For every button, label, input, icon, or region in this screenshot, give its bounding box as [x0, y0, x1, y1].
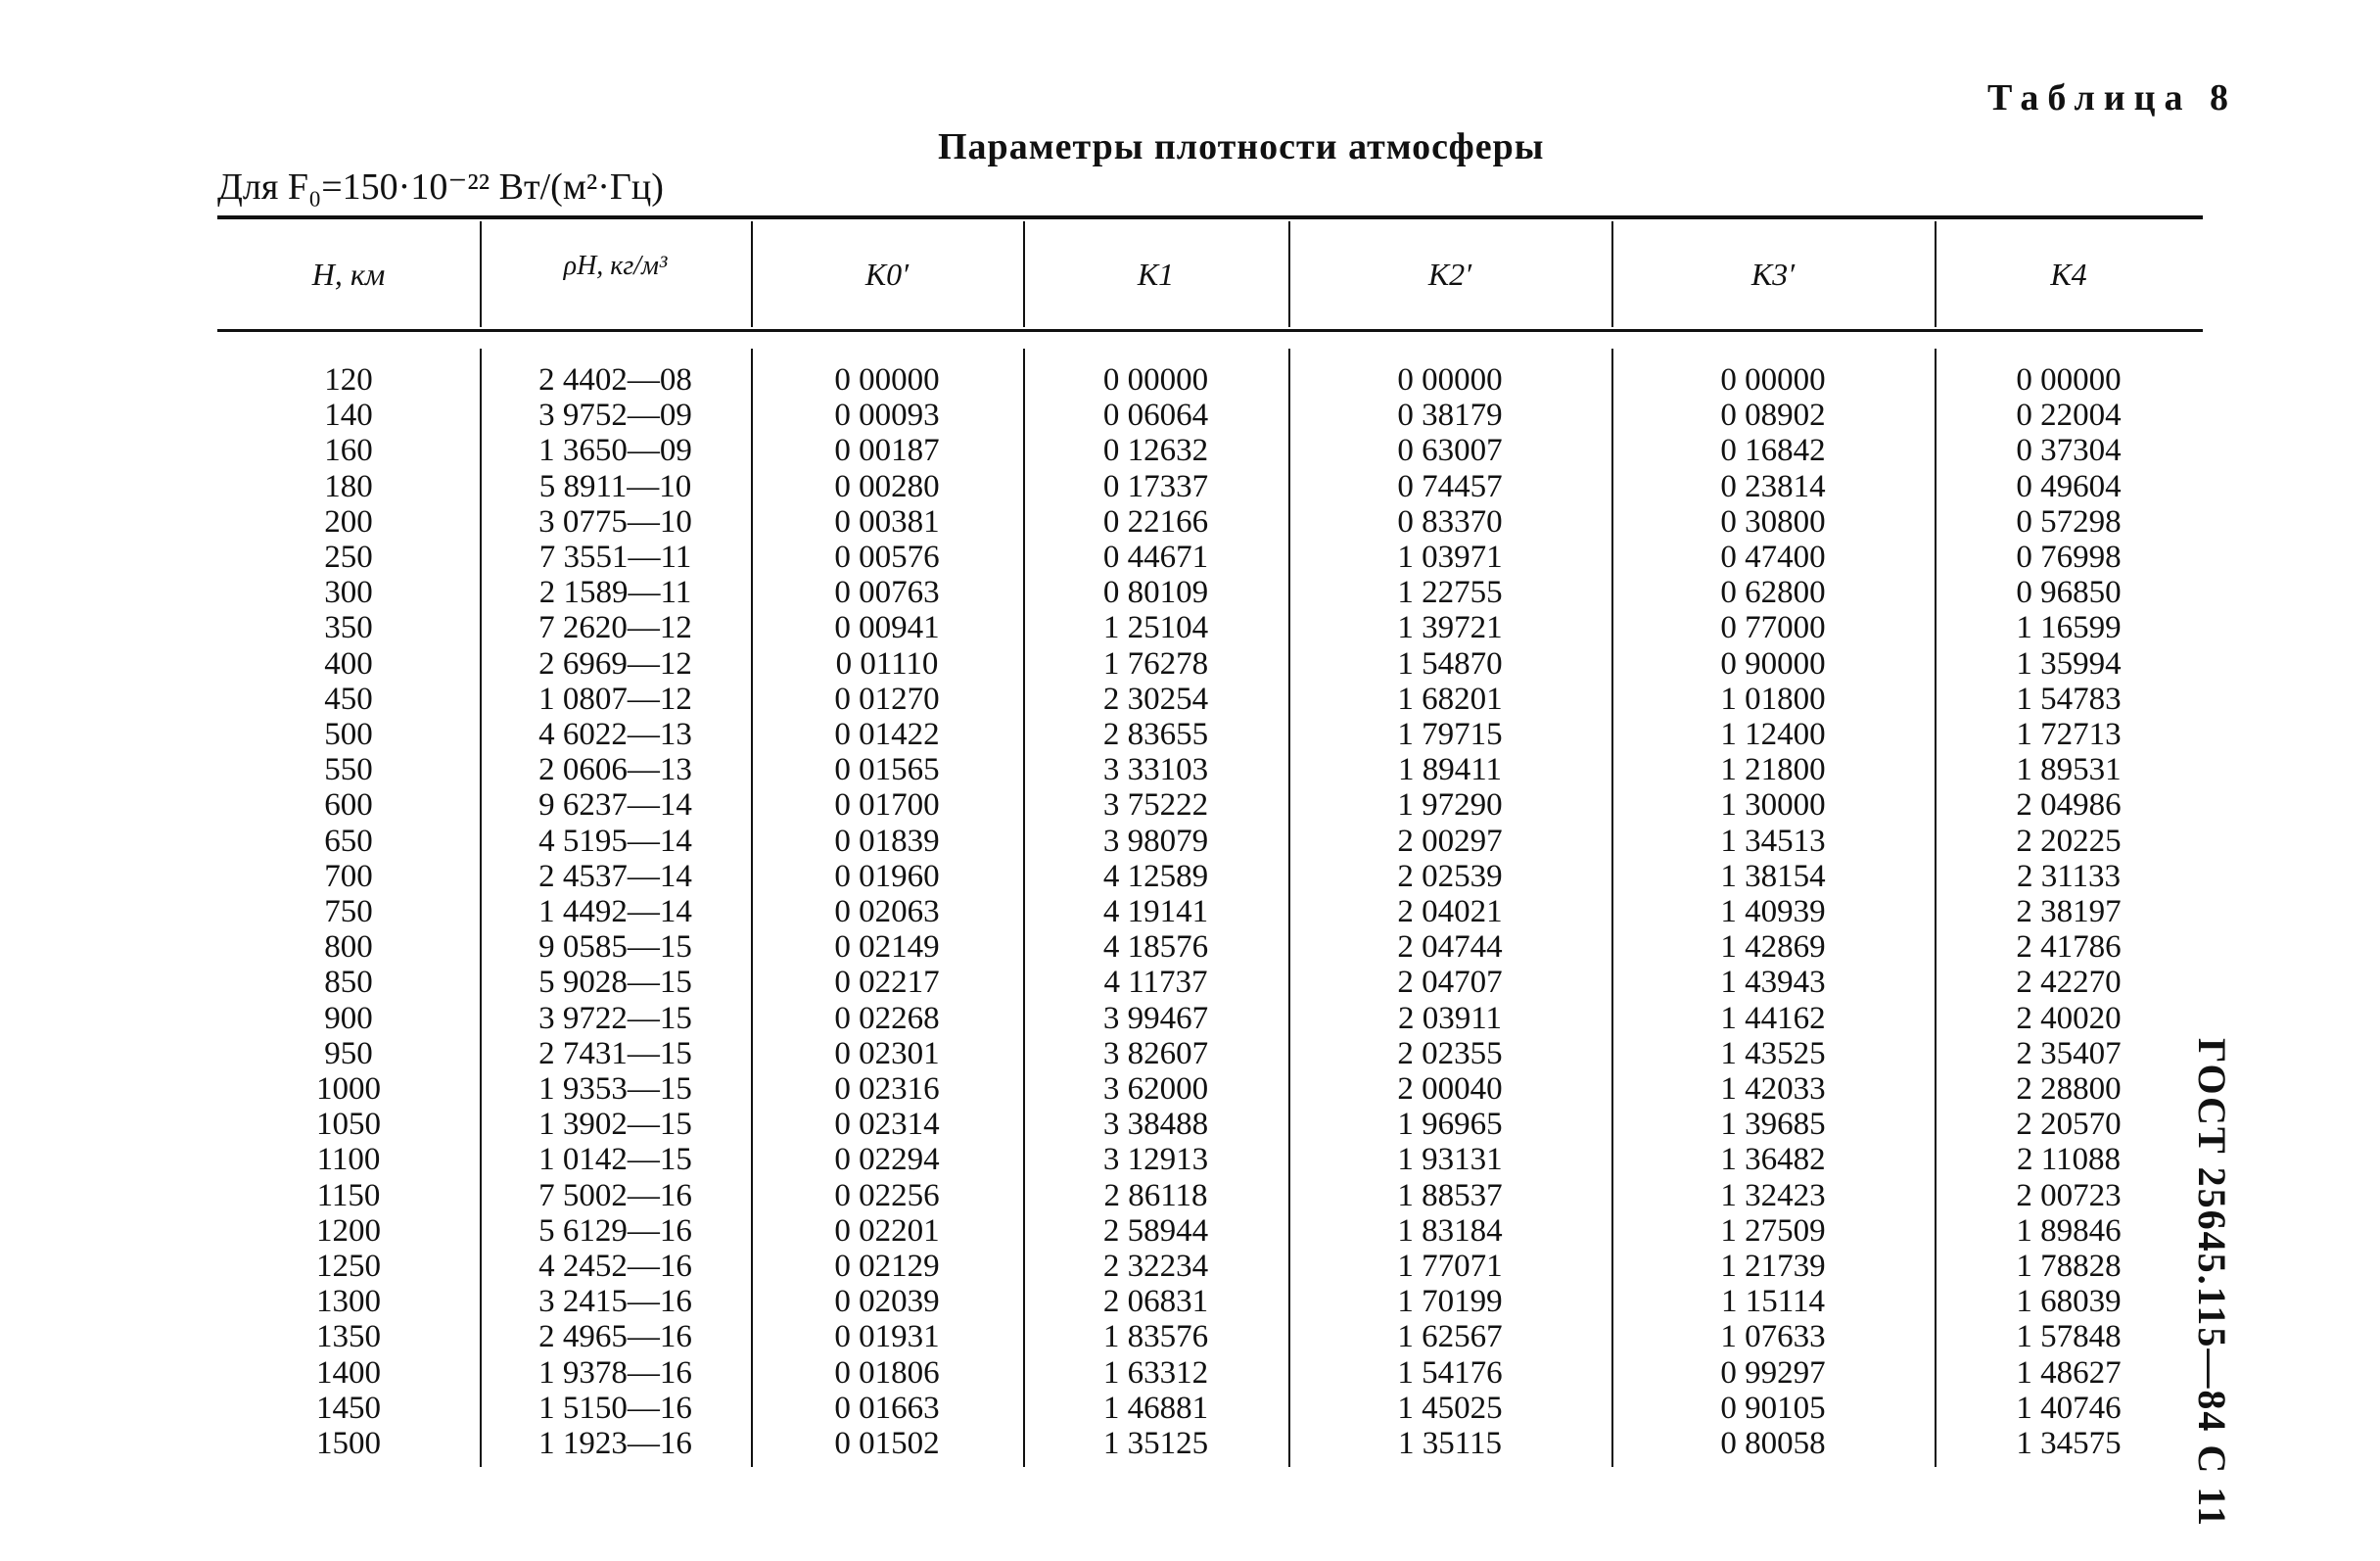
table-cell: 0 02129 — [834, 1249, 940, 1285]
table-cell: 0 06064 — [1102, 398, 1209, 434]
table-cell: 0 02294 — [834, 1142, 940, 1178]
table-cell: 0 00280 — [834, 468, 940, 504]
table-cell: 4 18576 — [1102, 929, 1209, 966]
table-cell: 7 3551—11 — [538, 540, 692, 576]
table-cell: 1 78828 — [2016, 1249, 2122, 1285]
table-cell: 2 42270 — [2016, 965, 2122, 1001]
table-title: Параметры плотности атмосферы — [938, 126, 1545, 167]
table-cell: 0 76998 — [2016, 540, 2122, 576]
table-cell: 0 00187 — [834, 433, 940, 469]
table-cell: 0 30800 — [1720, 503, 1826, 540]
table-cell: 2 04021 — [1397, 894, 1503, 930]
table-cell: 1 68039 — [2016, 1284, 2122, 1320]
table-cell: 1 79715 — [1397, 717, 1503, 753]
column-density — [480, 362, 751, 1461]
table-cell: 2 06831 — [1102, 1284, 1209, 1320]
table-cell: 0 02314 — [834, 1107, 940, 1143]
table-cell: 1 46881 — [1102, 1390, 1209, 1426]
table-cell: 3 75222 — [1102, 787, 1209, 824]
table-cell: 3 62000 — [1102, 1071, 1209, 1108]
table-cell: 1 62567 — [1397, 1319, 1503, 1355]
table-cell: 1 54870 — [1397, 645, 1503, 682]
table-cell: 3 9752—09 — [538, 398, 692, 434]
table-cell: 800 — [324, 929, 373, 966]
table-cell: 0 01110 — [835, 645, 939, 682]
table-cell: 400 — [324, 645, 373, 682]
header-altitude: H, км — [311, 257, 386, 292]
table-cell: 1150 — [316, 1177, 381, 1213]
header-k1: K1 — [1137, 257, 1175, 292]
table-cell: 1 76278 — [1102, 645, 1209, 682]
table-cell: 2 30254 — [1102, 681, 1209, 717]
table-cell: 1 72713 — [2016, 717, 2122, 753]
table-cell: 500 — [324, 717, 373, 753]
table-cell: 1 97290 — [1397, 787, 1503, 824]
table-cell: 2 04744 — [1397, 929, 1503, 966]
table-cell: 1 4492—14 — [538, 894, 692, 930]
table-cell: 1 1923—16 — [538, 1426, 692, 1462]
table-cell: 0 00000 — [834, 362, 940, 398]
table-cell: 120 — [324, 362, 373, 398]
table-cell: 9 6237—14 — [538, 787, 692, 824]
table-cell: 0 01663 — [834, 1390, 940, 1426]
table-cell: 0 80109 — [1102, 575, 1209, 611]
table-cell: 0 38179 — [1397, 398, 1503, 434]
table-cell: 2 04707 — [1397, 965, 1503, 1001]
table-cell: 1 21739 — [1720, 1249, 1826, 1285]
table-cell: 5 8911—10 — [538, 468, 692, 504]
table-cell: 1 83184 — [1397, 1212, 1503, 1249]
table-cell: 1100 — [316, 1142, 381, 1178]
table-cell: 3 99467 — [1102, 1000, 1209, 1036]
header-k4: K4 — [2050, 257, 2087, 292]
table-cell: 3 33103 — [1102, 752, 1209, 788]
table-cell: 0 16842 — [1720, 433, 1826, 469]
table-cell: 0 00093 — [834, 398, 940, 434]
table-cell: 1 35115 — [1397, 1426, 1503, 1462]
table-cell: 1 40939 — [1720, 894, 1826, 930]
table-cell: 850 — [324, 965, 373, 1001]
table-cell: 0 49604 — [2016, 468, 2122, 504]
table-cell: 2 7431—15 — [538, 1035, 692, 1071]
table-cell: 7 2620—12 — [538, 610, 692, 646]
table-cell: 1 57848 — [2016, 1319, 2122, 1355]
table-cell: 1 44162 — [1720, 1000, 1826, 1036]
table-cell: 1 96965 — [1397, 1107, 1503, 1143]
table-cell: 2 20225 — [2016, 823, 2122, 859]
table-cell: 1 3902—15 — [538, 1107, 692, 1143]
table-cell: 9 0585—15 — [538, 929, 692, 966]
table-cell: 1 9353—15 — [538, 1071, 692, 1108]
table-cell: 1 43525 — [1720, 1035, 1826, 1071]
table-cell: 160 — [324, 433, 373, 469]
table-cell: 2 31133 — [2016, 858, 2122, 894]
table-cell: 2 4537—14 — [538, 858, 692, 894]
table-cell: 0 01931 — [834, 1319, 940, 1355]
table-cell: 3 0775—10 — [538, 503, 692, 540]
table-cell: 1 70199 — [1397, 1284, 1503, 1320]
column-k0 — [751, 362, 1023, 1461]
table-cell: 2 0606—13 — [538, 752, 692, 788]
table-cell: 1250 — [316, 1249, 381, 1285]
table-cell: 1 30000 — [1720, 787, 1826, 824]
table-cell: 0 22004 — [2016, 398, 2122, 434]
table-cell: 0 02149 — [834, 929, 940, 966]
table-cell: 1 01800 — [1720, 681, 1826, 717]
table-cell: 0 00576 — [834, 540, 940, 576]
table-cell: 1 22755 — [1397, 575, 1503, 611]
table-cell: 0 90105 — [1720, 1390, 1826, 1426]
table-cell: 0 00000 — [1720, 362, 1826, 398]
table-cell: 0 44671 — [1102, 540, 1209, 576]
table-cell: 0 01960 — [834, 858, 940, 894]
table-cell: 1 12400 — [1720, 717, 1826, 753]
table-cell: 1 34575 — [2016, 1426, 2122, 1462]
table-cell: 0 02268 — [834, 1000, 940, 1036]
table-cell: 0 02316 — [834, 1071, 940, 1108]
table-cell: 0 01700 — [834, 787, 940, 824]
table-cell: 0 01565 — [834, 752, 940, 788]
table-cell: 0 01270 — [834, 681, 940, 717]
table-cell: 0 00000 — [1102, 362, 1209, 398]
table-cell: 1 68201 — [1397, 681, 1503, 717]
table-cell: 3 12913 — [1102, 1142, 1209, 1178]
table-top-rule — [217, 215, 2203, 219]
table-cell: 140 — [324, 398, 373, 434]
table-cell: 0 17337 — [1102, 468, 1209, 504]
table-cell: 2 00723 — [2016, 1177, 2122, 1213]
table-cell: 2 00040 — [1397, 1071, 1503, 1108]
table-cell: 7 5002—16 — [538, 1177, 692, 1213]
table-cell: 1 35125 — [1102, 1426, 1209, 1462]
table-cell: 180 — [324, 468, 373, 504]
table-cell: 2 00297 — [1397, 823, 1503, 859]
table-cell: 1 0807—12 — [538, 681, 692, 717]
table-cell: 1 16599 — [2016, 610, 2122, 646]
table-cell: 0 12632 — [1102, 433, 1209, 469]
table-cell: 1300 — [316, 1284, 381, 1320]
table-cell: 3 98079 — [1102, 823, 1209, 859]
table-cell: 200 — [324, 503, 373, 540]
table-cell: 3 2415—16 — [538, 1284, 692, 1320]
table-cell: 3 82607 — [1102, 1035, 1209, 1071]
header-density: ρH, кг/м³ — [563, 251, 668, 281]
table-cell: 2 11088 — [2016, 1142, 2122, 1178]
table-cell: 550 — [324, 752, 373, 788]
table-cell: 2 40020 — [2016, 1000, 2122, 1036]
table-cell: 5 9028—15 — [538, 965, 692, 1001]
table-cell: 450 — [324, 681, 373, 717]
table-cell: 1 39721 — [1397, 610, 1503, 646]
table-cell: 1 63312 — [1102, 1354, 1209, 1391]
table-cell: 1 54176 — [1397, 1354, 1503, 1391]
table-cell: 1 38154 — [1720, 858, 1826, 894]
table-cell: 2 03911 — [1397, 1000, 1503, 1036]
table-cell: 1 3650—09 — [538, 433, 692, 469]
table-cell: 2 1589—11 — [538, 575, 692, 611]
table-cell: 0 00000 — [1397, 362, 1503, 398]
table-cell: 1 15114 — [1720, 1284, 1826, 1320]
table-cell: 1 35994 — [2016, 645, 2122, 682]
table-cell: 4 5195—14 — [538, 823, 692, 859]
table-cell: 1 27509 — [1720, 1212, 1826, 1249]
table-cell: 0 22166 — [1102, 503, 1209, 540]
table-cell: 750 — [324, 894, 373, 930]
table-cell: 1400 — [316, 1354, 381, 1391]
table-cell: 0 23814 — [1720, 468, 1826, 504]
table-cell: 1 77071 — [1397, 1249, 1503, 1285]
table-cell: 0 00000 — [2016, 362, 2122, 398]
table-cell: 0 57298 — [2016, 503, 2122, 540]
table-cell: 2 6969—12 — [538, 645, 692, 682]
column-k2 — [1288, 362, 1611, 1461]
table-cell: 1 54783 — [2016, 681, 2122, 717]
table-cell: 600 — [324, 787, 373, 824]
table-cell: 4 6022—13 — [538, 717, 692, 753]
table-cell: 1 03971 — [1397, 540, 1503, 576]
table-cell: 2 02355 — [1397, 1035, 1503, 1071]
table-cell: 2 86118 — [1103, 1177, 1208, 1213]
table-cell: 1 32423 — [1720, 1177, 1826, 1213]
table-cell: 1500 — [316, 1426, 381, 1462]
column-altitude — [217, 362, 480, 1461]
table-cell: 3 9722—15 — [538, 1000, 692, 1036]
table-cell: 0 63007 — [1397, 433, 1503, 469]
table-cell: 650 — [324, 823, 373, 859]
table-cell: 1 39685 — [1720, 1107, 1826, 1143]
table-cell: 1 43943 — [1720, 965, 1826, 1001]
table-cell: 0 02301 — [834, 1035, 940, 1071]
table-cell: 0 77000 — [1720, 610, 1826, 646]
table-cell: 1 36482 — [1720, 1142, 1826, 1178]
table-cell: 2 41786 — [2016, 929, 2122, 966]
column-k4 — [1935, 362, 2203, 1461]
table-cell: 0 01502 — [834, 1426, 940, 1462]
document-code-label: ГОСТ 25645.115—84 С 11 — [2190, 1038, 2234, 1529]
table-cell: 0 62800 — [1720, 575, 1826, 611]
column-k3 — [1611, 362, 1935, 1461]
table-cell: 4 19141 — [1102, 894, 1209, 930]
table-cell: 1 42033 — [1720, 1071, 1826, 1108]
table-cell: 0 47400 — [1720, 540, 1826, 576]
table-cell: 1 93131 — [1397, 1142, 1503, 1178]
table-cell: 2 83655 — [1102, 717, 1209, 753]
table-cell: 300 — [324, 575, 373, 611]
table-cell: 0 02256 — [834, 1177, 940, 1213]
table-cell: 2 38197 — [2016, 894, 2122, 930]
table-cell: 2 4402—08 — [538, 362, 692, 398]
table-cell: 1 0142—15 — [538, 1142, 692, 1178]
table-cell: 0 00381 — [834, 503, 940, 540]
table-cell: 0 01806 — [834, 1354, 940, 1391]
table-cell: 0 37304 — [2016, 433, 2122, 469]
table-cell: 2 04986 — [2016, 787, 2122, 824]
table-cell: 5 6129—16 — [538, 1212, 692, 1249]
table-cell: 0 83370 — [1397, 503, 1503, 540]
table-cell: 0 02217 — [834, 965, 940, 1001]
table-cell: 950 — [324, 1035, 373, 1071]
table-cell: 900 — [324, 1000, 373, 1036]
table-cell: 0 01839 — [834, 823, 940, 859]
table-cell: 1450 — [316, 1390, 381, 1426]
table-cell: 0 99297 — [1720, 1354, 1826, 1391]
table-cell: 0 74457 — [1397, 468, 1503, 504]
table-cell: 1 21800 — [1720, 752, 1826, 788]
table-number-label: Таблица 8 — [1987, 77, 2238, 118]
table-cell: 1 07633 — [1720, 1319, 1826, 1355]
table-cell: 1 42869 — [1720, 929, 1826, 966]
header-bottom-rule — [217, 329, 2203, 332]
table-cell: 2 32234 — [1102, 1249, 1209, 1285]
table-cell: 1 83576 — [1102, 1319, 1209, 1355]
table-cell: 700 — [324, 858, 373, 894]
table-cell: 1 9378—16 — [538, 1354, 692, 1391]
table-cell: 2 02539 — [1397, 858, 1503, 894]
table-cell: 0 02063 — [834, 894, 940, 930]
table-cell: 4 12589 — [1102, 858, 1209, 894]
column-k1 — [1023, 362, 1288, 1461]
table-cell: 0 00763 — [834, 575, 940, 611]
table-cell: 1350 — [316, 1319, 381, 1355]
table-cell: 2 35407 — [2016, 1035, 2122, 1071]
table-cell: 350 — [324, 610, 373, 646]
table-cell: 1 5150—16 — [538, 1390, 692, 1426]
table-cell: 2 4965—16 — [538, 1319, 692, 1355]
table-cell: 1 89531 — [2016, 752, 2122, 788]
table-cell: 1 89846 — [2016, 1212, 2122, 1249]
table-cell: 2 20570 — [2016, 1107, 2122, 1143]
table-cell: 0 00941 — [834, 610, 940, 646]
table-cell: 1 89411 — [1397, 752, 1503, 788]
table-cell: 1 45025 — [1397, 1390, 1503, 1426]
table-cell: 3 38488 — [1102, 1107, 1209, 1143]
table-cell: 4 11737 — [1103, 965, 1208, 1001]
header-k0: K0′ — [864, 257, 910, 292]
table-cell: 1 40746 — [2016, 1390, 2122, 1426]
table-cell: 250 — [324, 540, 373, 576]
table-cell: 1200 — [316, 1212, 381, 1249]
table-cell: 1 34513 — [1720, 823, 1826, 859]
header-k2: K2′ — [1427, 257, 1472, 292]
table-cell: 0 01422 — [834, 717, 940, 753]
table-cell: 0 90000 — [1720, 645, 1826, 682]
table-cell: 2 58944 — [1102, 1212, 1209, 1249]
table-cell: 0 80058 — [1720, 1426, 1826, 1462]
table-cell: 0 02201 — [834, 1212, 940, 1249]
table-subtitle: Для F₀=150·10⁻²² Вт/(м²·Гц) — [217, 166, 664, 208]
header-k3: K3′ — [1750, 257, 1796, 292]
table-cell: 2 28800 — [2016, 1071, 2122, 1108]
table-cell: 1 88537 — [1397, 1177, 1503, 1213]
table-cell: 0 96850 — [2016, 575, 2122, 611]
table-cell: 1000 — [316, 1071, 381, 1108]
table-cell: 1 25104 — [1102, 610, 1209, 646]
table-cell: 1050 — [316, 1107, 381, 1143]
table-cell: 1 48627 — [2016, 1354, 2122, 1391]
table-cell: 0 08902 — [1720, 398, 1826, 434]
table-cell: 0 02039 — [834, 1284, 940, 1320]
table-cell: 4 2452—16 — [538, 1249, 692, 1285]
